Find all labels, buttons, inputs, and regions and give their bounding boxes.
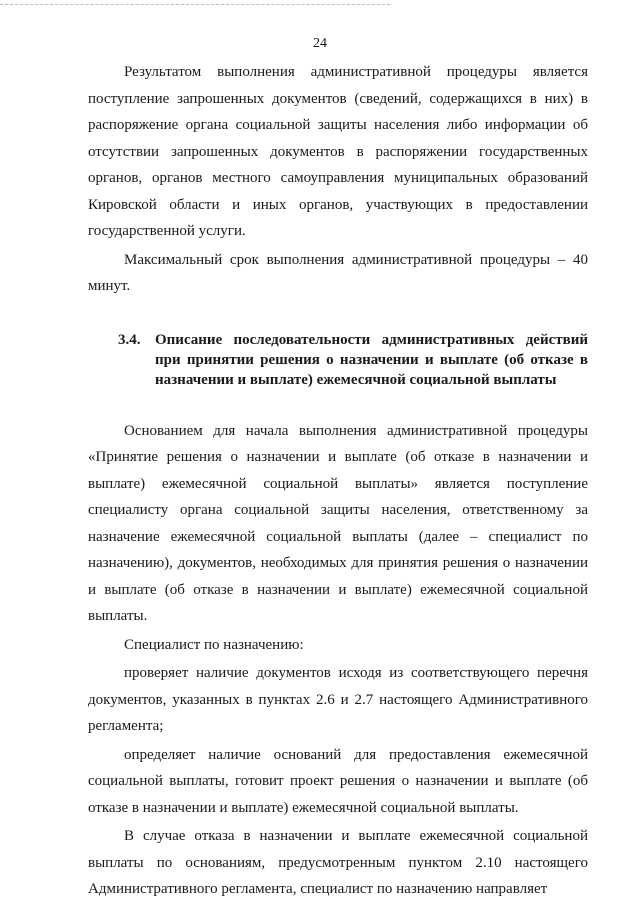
section-title: Описание последовательности административных действий при принятии решения о назначении и выплате (об отказе в назначении и выплате) ежемесячной социальной выплаты bbox=[155, 331, 588, 388]
paragraph-basis: Основанием для начала выполнения административной процедуры «Принятие решения о назначении и выплате (об отказе в назначении и выплате) ежемесячной социальной выплаты» является поступление специалисту органа социальной защиты населения, ответственному за назначение ежемесячной социальной выплаты (далее – специалист по назначению), документов, необходимых для принятия решения о назначении и выплате (об отказе в назначении и выплате) ежемесячной социальной выплаты. bbox=[88, 422, 588, 624]
paragraph-determines-grounds: определяет наличие оснований для предоставления ежемесячной социальной выплаты, готовит проект решения о назначении и выплате (об отказе в назначении и выплате) ежемесячной социальной выплаты. bbox=[88, 746, 588, 816]
paragraph-specialist: Специалист по назначению: bbox=[124, 636, 304, 653]
paragraph-refusal-case: В случае отказа в назначении и выплате ежемесячной социальной выплаты по основаниям, предусмотренным пунктом 2.10 настоящего Административного регламента, специалист по назначению направляет bbox=[88, 828, 588, 897]
section-heading bbox=[88, 330, 588, 390]
scan-top-edge-line bbox=[0, 4, 390, 5]
paragraph-result: Результатом выполнения административной процедуры является поступление запрошенных документов (сведений, содержащихся в них) в распоряжение органа социальной защиты населения либо информации об отсутствии запрошенных документов в распоряжении государственных органов, органов местного самоуправления муниципальных образований Кировской области и иных органов, участвующих в предоставлении государственной услуги. bbox=[88, 64, 588, 239]
paragraph-checks-documents: проверяет наличие документов исходя из соответствующего перечня документов, указанных в пунктах 2.6 и 2.7 настоящего Административного регламента; bbox=[88, 665, 588, 734]
page-number: 24 bbox=[313, 36, 327, 51]
paragraph-max-time: Максимальный срок выполнения административной процедуры – 40 минут. bbox=[88, 251, 588, 294]
document-body bbox=[88, 59, 588, 903]
section-number: 3.4. bbox=[118, 331, 141, 348]
